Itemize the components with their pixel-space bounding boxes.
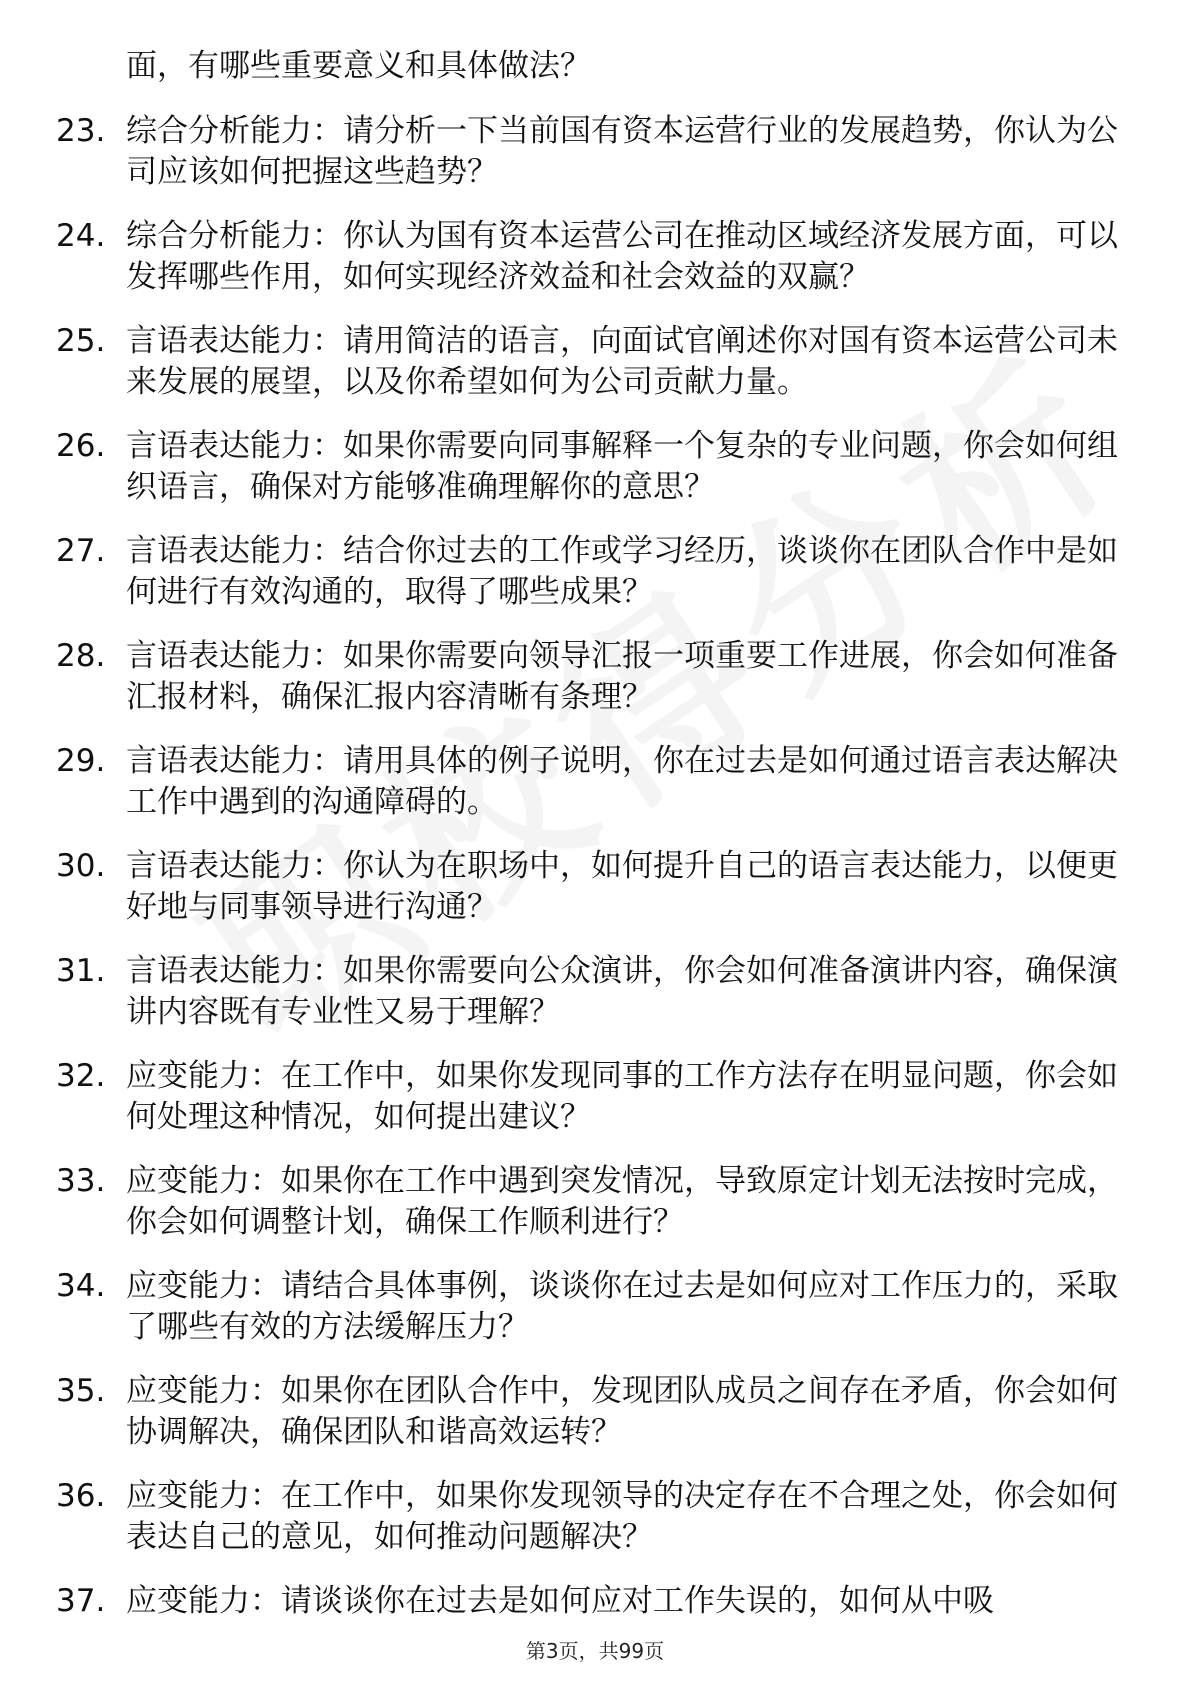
- question-item: [56, 1371, 1150, 1453]
- question-number: 34.: [56, 1268, 106, 1304]
- question-number: 37.: [56, 1583, 106, 1619]
- continued-question-text: 面，有哪些重要意义和具体做法？: [126, 48, 591, 84]
- question-item: [56, 531, 1150, 613]
- question-number: 25.: [56, 323, 106, 359]
- question-item: [56, 951, 1150, 1033]
- question-number: 27.: [56, 533, 106, 569]
- question-number: 24.: [56, 218, 106, 254]
- question-item: [56, 426, 1150, 508]
- question-number: 33.: [56, 1163, 106, 1199]
- question-text: 应变能力：请结合具体事例，谈谈你在过去是如何应对工作压力的，采取了哪些有效的方法缓解压力？: [126, 1268, 1118, 1345]
- question-item: [56, 846, 1150, 928]
- question-item: [56, 741, 1150, 823]
- question-item: [56, 1476, 1150, 1558]
- question-item: [56, 1581, 1150, 1622]
- question-item: [56, 1266, 1150, 1348]
- question-text: 应变能力：如果你在团队合作中，发现团队成员之间存在矛盾，你会如何协调解决，确保团队和谐高效运转？: [126, 1373, 1118, 1450]
- question-item: [56, 321, 1150, 403]
- question-item: [56, 216, 1150, 298]
- question-text: 应变能力：请谈谈你在过去是如何应对工作失误的，如何从中吸: [126, 1583, 994, 1619]
- question-text: 言语表达能力：请用简洁的语言，向面试官阐述你对国有资本运营公司未来发展的展望，以及你希望如何为公司贡献力量。: [126, 323, 1118, 400]
- question-number: 29.: [56, 743, 106, 779]
- question-number: 28.: [56, 638, 106, 674]
- question-text: 言语表达能力：结合你过去的工作或学习经历，谈谈你在团队合作中是如何进行有效沟通的，取得了哪些成果？: [126, 533, 1118, 610]
- question-number: 32.: [56, 1058, 106, 1094]
- question-text: 综合分析能力：你认为国有资本运营公司在推动区域经济发展方面，可以发挥哪些作用，如何实现经济效益和社会效益的双赢？: [126, 218, 1118, 295]
- question-text: 言语表达能力：如果你需要向公众演讲，你会如何准备演讲内容，确保演讲内容既有专业性又易于理解？: [126, 953, 1118, 1030]
- question-item: [56, 1056, 1150, 1138]
- question-text: 言语表达能力：如果你需要向同事解释一个复杂的专业问题，你会如何组织语言，确保对方能够准确理解你的意思？: [126, 428, 1118, 505]
- question-item: [56, 636, 1150, 718]
- question-number: 31.: [56, 953, 106, 989]
- question-item: [56, 1161, 1150, 1243]
- question-text: 综合分析能力：请分析一下当前国有资本运营行业的发展趋势，你认为公司应该如何把握这些趋势？: [126, 113, 1118, 190]
- question-text: 应变能力：在工作中，如果你发现领导的决定存在不合理之处，你会如何表达自己的意见，如何推动问题解决？: [126, 1478, 1118, 1555]
- question-text: 应变能力：在工作中，如果你发现同事的工作方法存在明显问题，你会如何处理这种情况，如何提出建议？: [126, 1058, 1118, 1135]
- question-text: 应变能力：如果你在工作中遇到突发情况，导致原定计划无法按时完成，你会如何调整计划，确保工作顺利进行？: [126, 1163, 1118, 1240]
- question-number: 35.: [56, 1373, 106, 1409]
- question-number: 26.: [56, 428, 106, 464]
- question-number: 30.: [56, 848, 106, 884]
- question-text: 言语表达能力：请用具体的例子说明，你在过去是如何通过语言表达解决工作中遇到的沟通障碍的。: [126, 743, 1118, 820]
- page-footer: 第3页，共99页: [525, 1639, 665, 1663]
- question-number: 36.: [56, 1478, 106, 1514]
- question-text: 言语表达能力：如果你需要向领导汇报一项重要工作进展，你会如何准备汇报材料，确保汇报内容清晰有条理？: [126, 638, 1118, 715]
- question-item: [56, 111, 1150, 193]
- question-text: 言语表达能力：你认为在职场中，如何提升自己的语言表达能力，以便更好地与同事领导进行沟通？: [126, 848, 1118, 925]
- question-number: 23.: [56, 113, 106, 149]
